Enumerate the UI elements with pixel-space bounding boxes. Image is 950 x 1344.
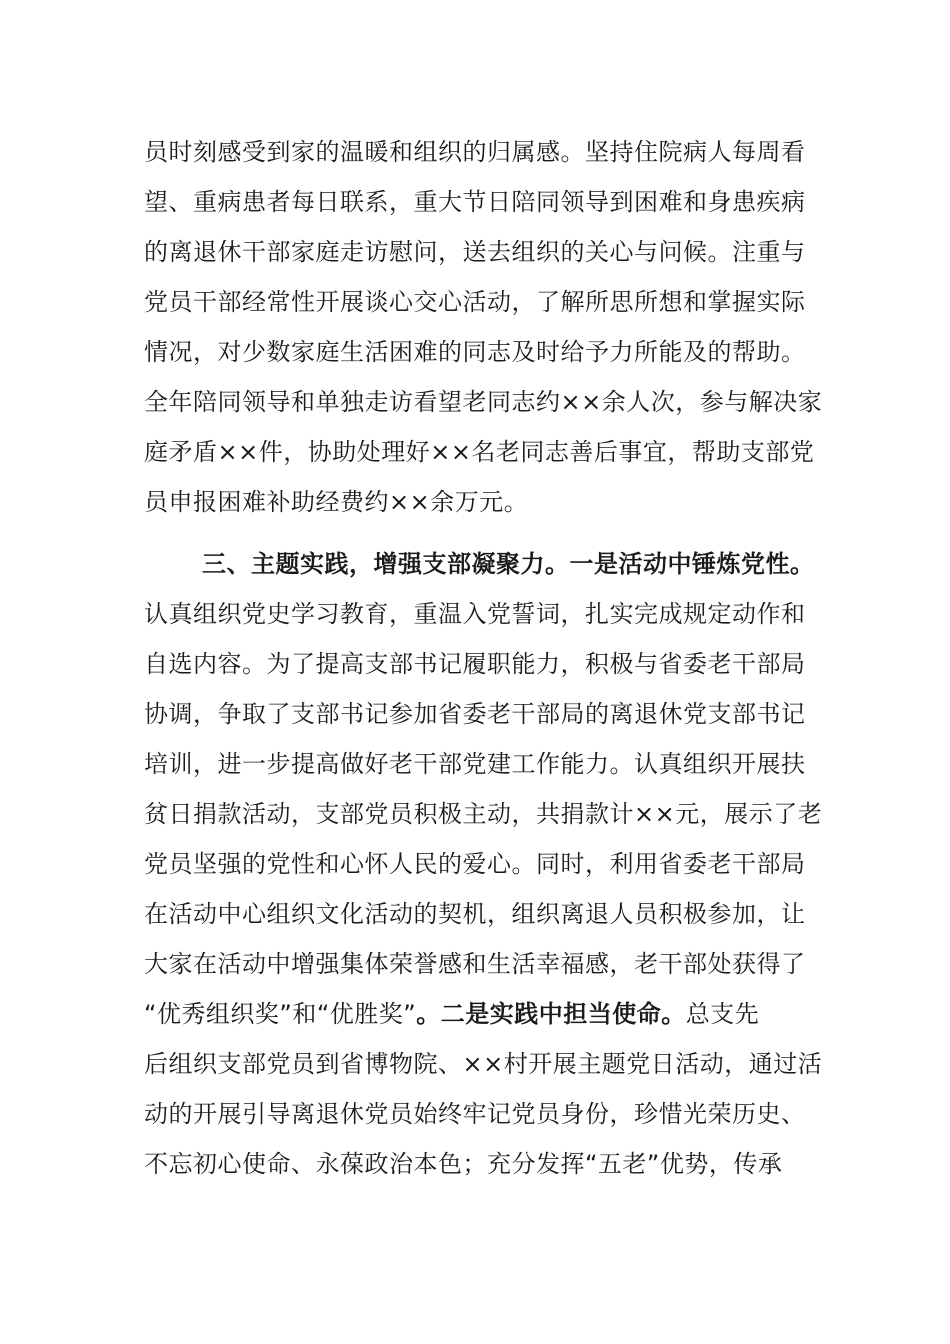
- paragraph-line: 庭矛盾××件，协助处理好××名老同志善后事宜，帮助支部党: [144, 438, 815, 466]
- paragraph-line: 动的开展引导离退休党员始终牢记党员身份，珍惜光荣历史、: [144, 1100, 806, 1128]
- award-names: “优秀组织奖”和“优胜奖”: [144, 1000, 417, 1028]
- line-tail: 总支先: [685, 1000, 760, 1028]
- paragraph-line: 培训，进一步提高做好老干部党建工作能力。认真组织开展扶: [144, 750, 806, 778]
- paragraph-line: 协调，争取了支部书记参加省委老干部局的离退休党支部书记: [144, 700, 806, 728]
- paragraph-line: 不忘初心使命、永葆政治本色；充分发挥“五老”优势，传承: [144, 1150, 783, 1178]
- paragraph-line: 全年陪同领导和单独走访看望老同志约××余人次，参与解决家: [144, 388, 823, 416]
- subheading-bold: 。二是实践中担当使命。: [416, 1000, 686, 1028]
- paragraph-line: 员申报困难补助经费约××余万元。: [144, 488, 529, 516]
- paragraph-line: 自选内容。为了提高支部书记履职能力，积极与省委老干部局: [144, 650, 806, 678]
- paragraph-line: 在活动中心组织文化活动的契机，组织离退人员积极参加，让: [144, 900, 806, 928]
- mixed-emphasis-line: [144, 998, 814, 1030]
- section-heading: 三、主题实践，增强支部凝聚力。一是活动中锤炼党性。: [202, 550, 815, 578]
- paragraph-line: 党员坚强的党性和心怀人民的爱心。同时，利用省委老干部局: [144, 850, 806, 878]
- paragraph-line: 望、重病患者每日联系，重大节日陪同领导到困难和身患疾病: [144, 188, 806, 216]
- paragraph-line: 的离退休干部家庭走访慰问，送去组织的关心与问候。注重与: [144, 238, 806, 266]
- paragraph-line: 员时刻感受到家的温暖和组织的归属感。坚持住院病人每周看: [144, 138, 806, 166]
- paragraph-line: 党员干部经常性开展谈心交心活动，了解所思所想和掌握实际: [144, 288, 806, 316]
- paragraph-line: 情况，对少数家庭生活困难的同志及时给予力所能及的帮助。: [144, 338, 806, 366]
- paragraph-line: 认真组织党史学习教育，重温入党誓词，扎实完成规定动作和: [144, 600, 806, 628]
- paragraph-line: 后组织支部党员到省博物院、××村开展主题党日活动，通过活: [144, 1050, 823, 1078]
- paragraph-line: 贫日捐款活动，支部党员积极主动，共捐款计××元，展示了老: [144, 800, 823, 828]
- paragraph-line: 大家在活动中增强集体荣誉感和生活幸福感，老干部处获得了: [144, 950, 806, 978]
